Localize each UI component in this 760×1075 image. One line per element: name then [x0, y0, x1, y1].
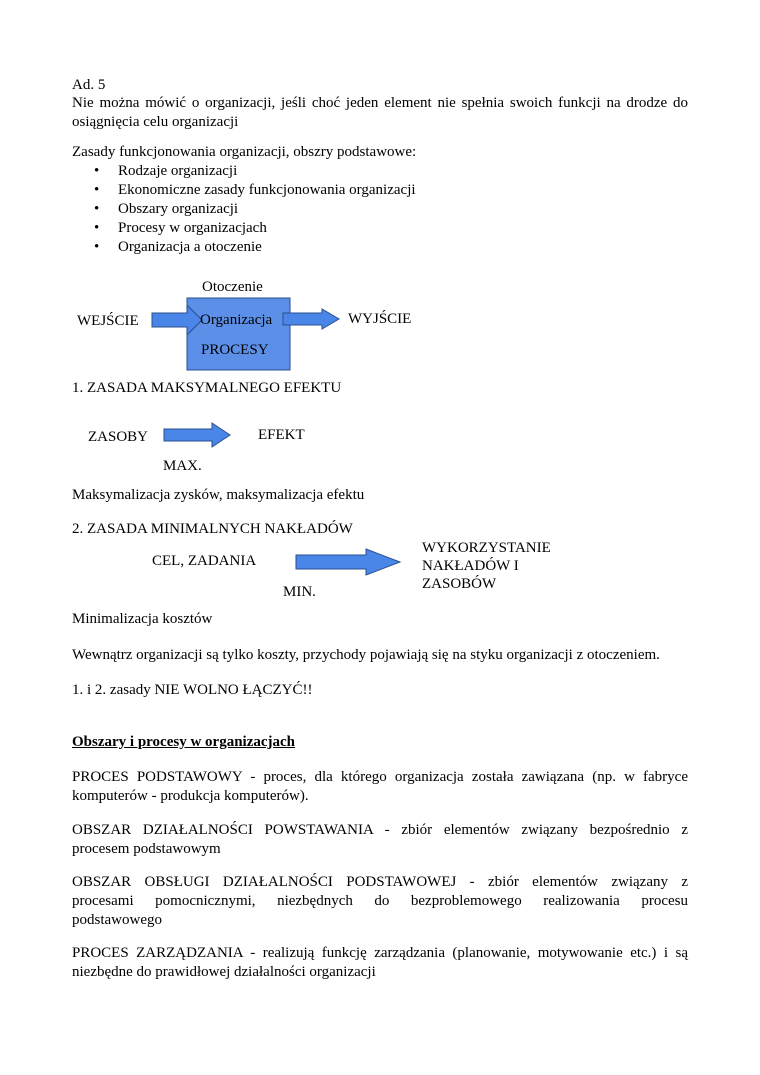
list-item: • Procesy w organizacjach — [94, 220, 267, 236]
input-label: WEJŚCIE — [77, 313, 139, 329]
bullet-icon: • — [94, 182, 100, 198]
warning-text: 1. i 2. zasady NIE WOLNO ŁĄCZYĆ!! — [72, 682, 313, 698]
list-item: • Ekonomiczne zasady funkcjonowania organizacji — [94, 182, 416, 198]
rule2-title: 2. ZASADA MINIMALNYCH NAKŁADÓW — [72, 521, 353, 537]
rule1-arrow — [164, 423, 230, 447]
organization-label: Organizacja — [200, 312, 273, 328]
list-item: • Rodzaje organizacji — [94, 163, 238, 179]
rule1-to: EFEKT — [258, 427, 305, 443]
rule2-arrow — [296, 549, 400, 575]
list-item: • Organizacja a otoczenie — [94, 239, 262, 255]
rule2-to-line3: ZASOBÓW — [422, 576, 497, 592]
definition-obszar-obslugi: OBSZAR OBSŁUGI DZIAŁALNOŚCI PODSTAWOWEJ - zbiór elementów związany z procesami pomocnicznymi, niezbędnych do bezproblemowego realizowania procesu podstawowego — [72, 874, 688, 928]
heading: Ad. 5 — [72, 77, 106, 93]
rule2-from: CEL, ZADANIA — [152, 553, 257, 569]
rule1-summary: Maksymalizacja zysków, maksymalizacja efektu — [72, 487, 365, 503]
rule2-label: MIN. — [283, 584, 316, 600]
bullet-icon: • — [94, 239, 100, 255]
rule1-from: ZASOBY — [88, 429, 149, 445]
output-arrow — [283, 309, 339, 329]
intro-line1: Nie można mówić o organizacji, jeśli choć jeden element nie spełnia swoich funkcji na drodze do — [72, 95, 688, 111]
intro-paragraph — [72, 94, 688, 132]
environment-label: Otoczenie — [202, 279, 263, 295]
definition-obszar-powstawania: OBSZAR DZIAŁALNOŚCI POWSTAWANIA - zbiór elementów związany bezpośrednio z procesem podstawowym — [72, 822, 688, 857]
bullet-icon: • — [94, 220, 100, 236]
definition-proces-podstawowy: PROCES PODSTAWOWY - proces, dla którego organizacja została zawiązana (np. w fabryce komputerów - produkcja komputerów). — [72, 769, 688, 804]
list-item: • Obszary organizacji — [94, 201, 239, 217]
bullet-icon: • — [94, 163, 100, 179]
principles-list — [72, 162, 416, 257]
bullet-icon: • — [94, 201, 100, 217]
rule2-to-line1: WYKORZYSTANIE — [422, 540, 551, 556]
rule1-label: MAX. — [163, 458, 202, 474]
processes-label: PROCESY — [201, 342, 269, 358]
principles-intro: Zasady funkcjonowania organizacji, obszry podstawowe: — [72, 144, 417, 160]
intro-line2: osiągnięcia celu organizacji — [72, 114, 239, 130]
output-label: WYJŚCIE — [348, 311, 412, 327]
definition-proces-zarzadzania: PROCES ZARZĄDZANIA - realizują funkcję zarządzania (planowanie, motywowanie etc.) i są niezbędne do prawidłowej działalności organizacji — [72, 945, 688, 980]
rule1-title: 1. ZASADA MAKSYMALNEGO EFEKTU — [72, 380, 342, 396]
rule2-summary: Minimalizacja kosztów — [72, 611, 213, 627]
costs-note: Wewnątrz organizacji są tylko koszty, przychody pojawiają się na styku organizacji z otoczeniem. — [72, 647, 660, 663]
rule2-to-line2: NAKŁADÓW I — [422, 558, 519, 574]
section-title: Obszary i procesy w organizacjach — [72, 734, 296, 750]
